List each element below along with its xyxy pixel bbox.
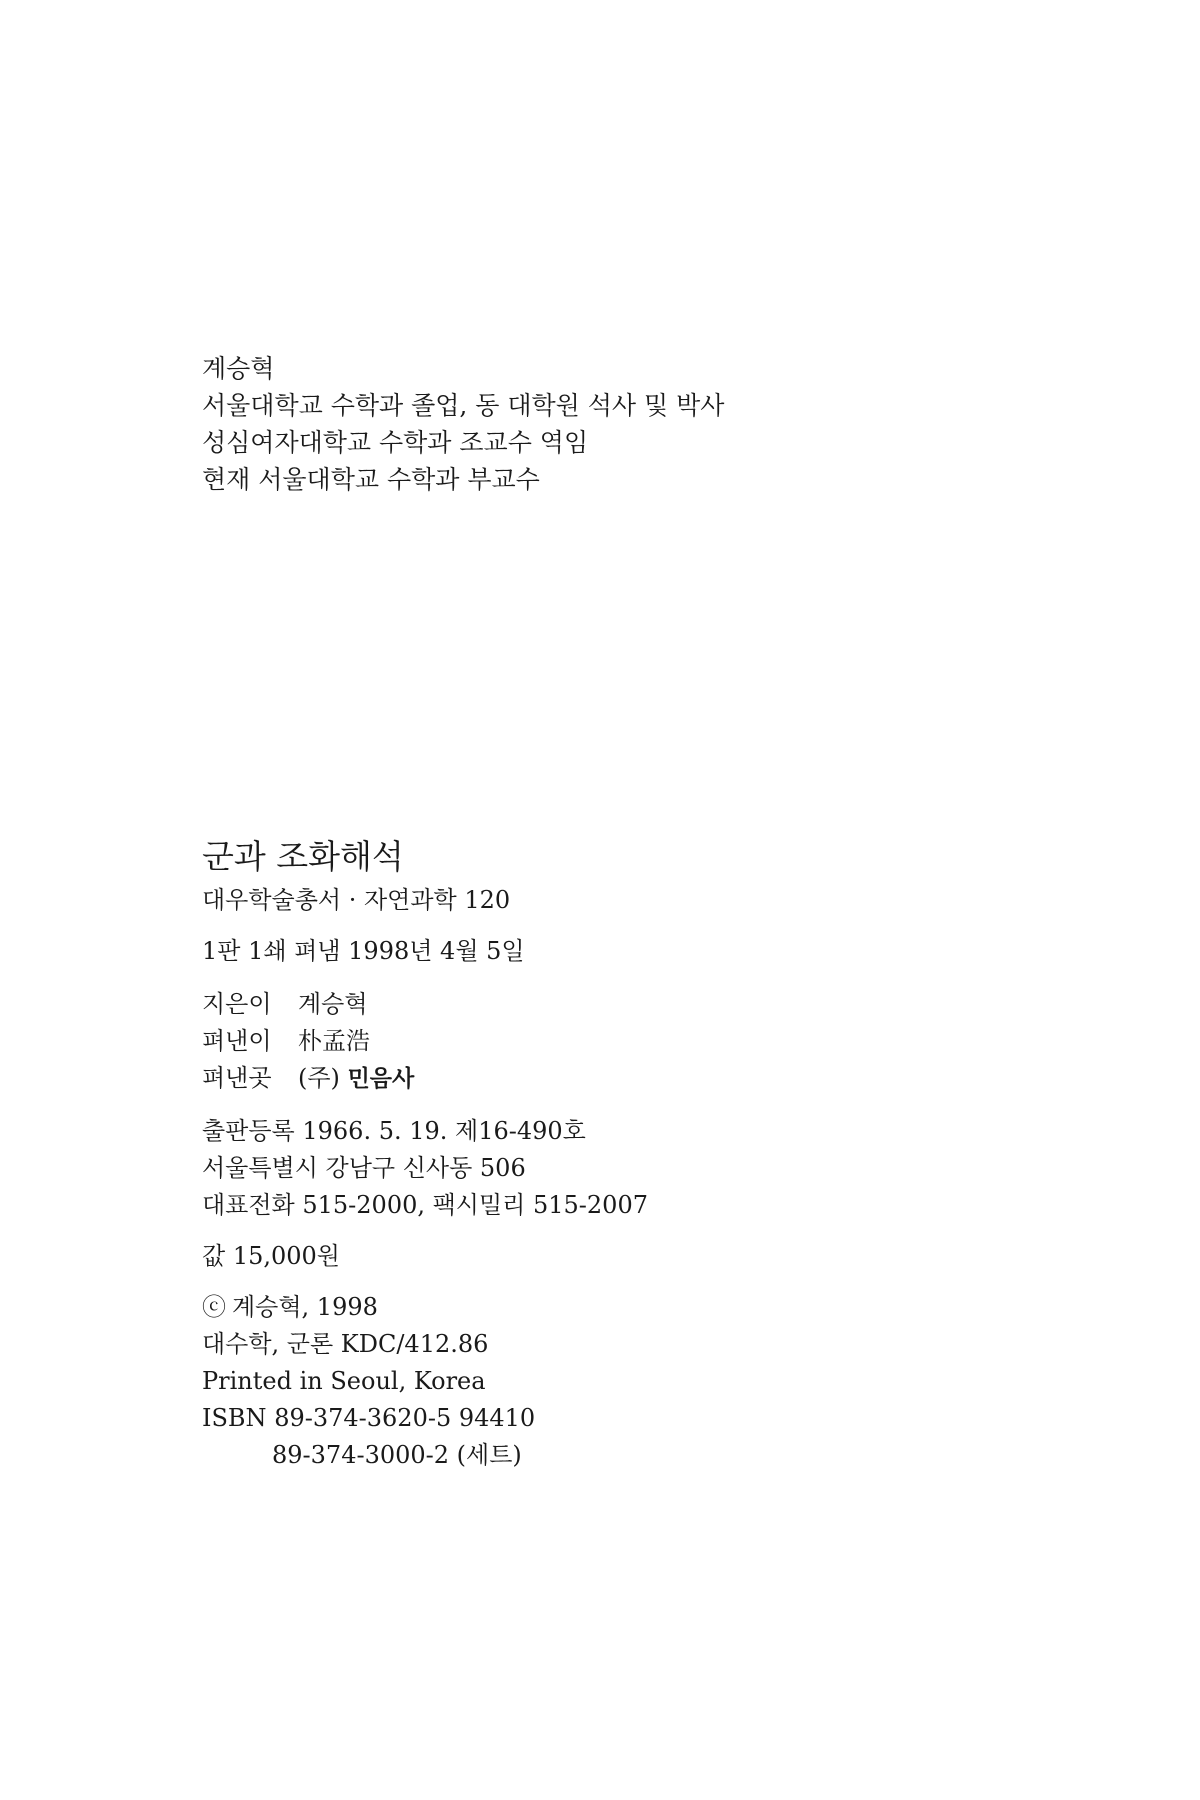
- phone-line: 대표전화 515-2000, 팩시밀리 515-2007: [202, 1191, 648, 1219]
- book-title: 군과 조화해석: [202, 837, 404, 876]
- publisher-person-name: 朴孟浩: [298, 1027, 370, 1055]
- author-bio-former-position: 성심여자대학교 수학과 조교수 역임: [202, 428, 589, 457]
- edition-line: 1판 1쇄 펴냄 1998년 4월 5일: [202, 937, 525, 965]
- address-line: 서울특별시 강남구 신사동 506: [202, 1154, 526, 1182]
- author-bio: [202, 350, 724, 498]
- author-name: 계승혁: [202, 354, 275, 383]
- author-bio-current-position: 현재 서울대학교 수학과 부교수: [202, 465, 540, 494]
- copyright-icon: ⓒ: [202, 1293, 226, 1321]
- copyright-text: 계승혁, 1998: [232, 1293, 378, 1321]
- series-line: 대우학술총서 · 자연과학 120: [202, 886, 511, 914]
- publisher-person-label: 펴낸이: [202, 1027, 272, 1055]
- copyright-line: [202, 1289, 902, 1326]
- registration-line: 출판등록 1966. 5. 19. 제16-490호: [202, 1117, 586, 1145]
- publisher-person-credit: [202, 1023, 902, 1060]
- copyright-group: [202, 1289, 902, 1474]
- classification-line: 대수학, 군론 KDC/412.86: [202, 1330, 489, 1358]
- author-credit-name: 계승혁: [298, 990, 368, 1018]
- author-bio-education: 서울대학교 수학과 졸업, 동 대학원 석사 및 박사: [202, 391, 725, 420]
- publisher-credit: [202, 1060, 902, 1097]
- publisher-logo: 민음사: [347, 1066, 415, 1092]
- author-credit: [202, 986, 902, 1023]
- registration-group: [202, 1113, 902, 1224]
- credits-group: [202, 986, 902, 1097]
- colophon: [202, 832, 902, 1474]
- isbn-line: ISBN 89-374-3620-5 94410: [202, 1404, 536, 1432]
- publisher-prefix: (주): [298, 1064, 340, 1092]
- isbn-set-line: 89-374-3000-2 (세트): [272, 1441, 522, 1469]
- author-credit-label: 지은이: [202, 990, 272, 1018]
- publisher-label: 펴낸곳: [202, 1064, 272, 1092]
- printed-in-line: Printed in Seoul, Korea: [202, 1367, 486, 1395]
- price-line: 값 15,000원: [202, 1242, 340, 1270]
